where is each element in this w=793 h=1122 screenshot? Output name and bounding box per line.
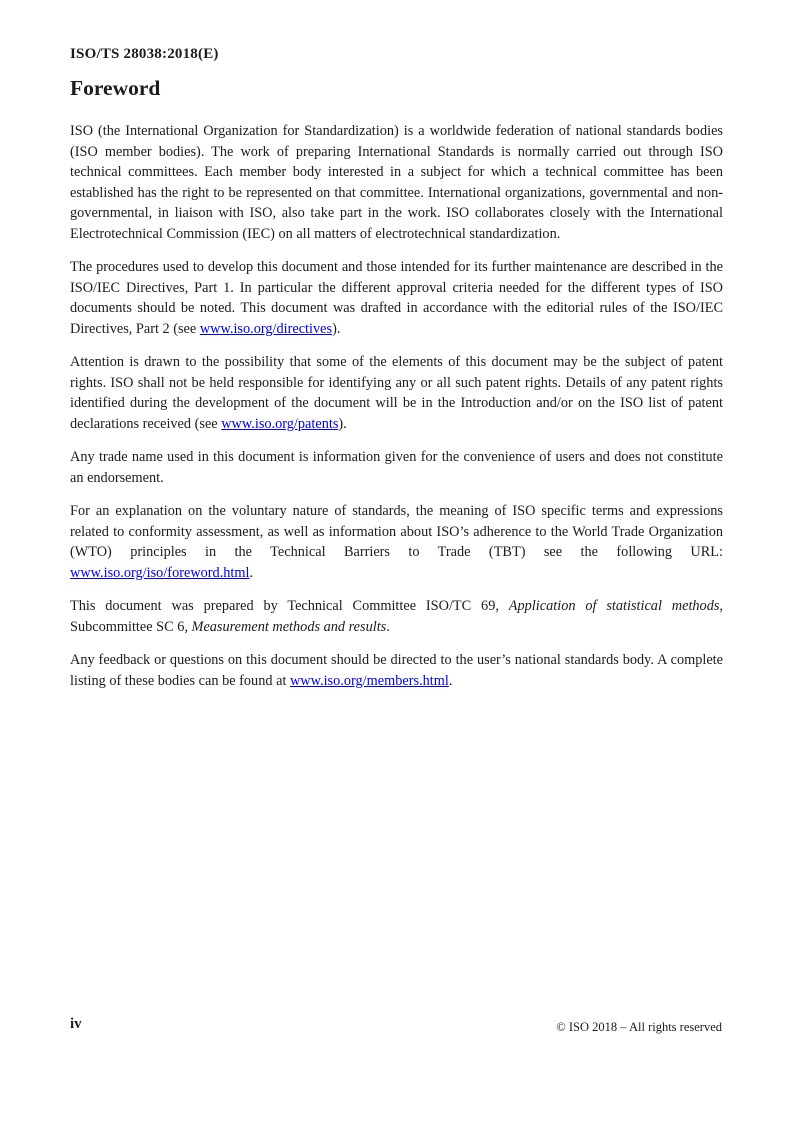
page-title: Foreword xyxy=(70,76,161,100)
italic-text: Measurement methods and results xyxy=(191,618,387,635)
text-run: ISO (the International Organization for Standardization) is a worldwide federation of national standards bodies (ISO member bodies). The work of preparing International Standards is normally carried out through ISO technical committees. Each member body interested in a subject for which a technical committee has been established has the right to be represented on that committee. International organizations, governmental and non-governmental, in liaison with ISO, also take part in the work. ISO collaborates closely with the International Electrotechnical Commission (IEC) on all matters of electrotechnical standardization. xyxy=(70,123,723,242)
text-run: Attention is drawn to the possibility that some of the elements of this document may be the subject of patent rights. ISO shall not be held responsible for identifying any or all such patent rights. Details of any patent rights identified during the development of the document will be in the Introduction and/or on the ISO list of patent declarations received (see xyxy=(70,354,723,432)
paragraph xyxy=(70,501,723,583)
hyperlink[interactable]: www.iso.org/iso/foreword.html xyxy=(70,564,250,581)
paragraph xyxy=(70,257,723,339)
page-number: iv xyxy=(70,1016,82,1032)
paragraph xyxy=(70,121,723,244)
text-run: This document was prepared by Technical Committee ISO/TC 69, xyxy=(70,598,509,614)
copyright-notice: © ISO 2018 – All rights reserved xyxy=(556,1020,722,1034)
paragraph xyxy=(70,352,723,434)
italic-text: Application of statistical methods xyxy=(508,598,720,614)
hyperlink[interactable]: www.iso.org/members.html xyxy=(289,672,449,689)
text-run: . xyxy=(386,618,390,635)
document-reference: ISO/TS 28038:2018(E) xyxy=(70,46,219,62)
text-run: , Subcommittee SC 6, xyxy=(70,598,723,635)
paragraph xyxy=(70,650,723,691)
paragraph xyxy=(70,596,723,637)
text-run: . xyxy=(448,672,453,689)
paragraph xyxy=(70,447,723,488)
text-run: Any trade name used in this document is information given for the convenience of users and does not constitute an endorsement. xyxy=(70,449,723,486)
text-run: Any feedback or questions on this document should be directed to the user’s national standards body. A complete listing of these bodies can be found at xyxy=(70,652,723,689)
text-run: ). xyxy=(332,320,341,337)
text-run: . xyxy=(249,564,254,581)
hyperlink[interactable]: www.iso.org/directives xyxy=(199,320,333,337)
hyperlink[interactable]: www.iso.org/patents xyxy=(221,415,339,432)
text-run: The procedures used to develop this document and those intended for its further maintenance are described in the ISO/IEC Directives, Part 1. In particular the different approval criteria needed for the different types of ISO documents should be noted. This document was drafted in accordance with the editorial rules of the ISO/IEC Directives, Part 2 (see xyxy=(70,259,723,337)
text-run: For an explanation on the voluntary nature of standards, the meaning of ISO specific terms and expressions related to conformity assessment, as well as information about ISO’s adherence to the World Trade Organization (WTO) principles in the Technical Barriers to Trade (TBT) see the following URL: xyxy=(70,503,723,560)
foreword-paragraphs xyxy=(70,121,723,704)
text-run: ). xyxy=(338,415,347,432)
